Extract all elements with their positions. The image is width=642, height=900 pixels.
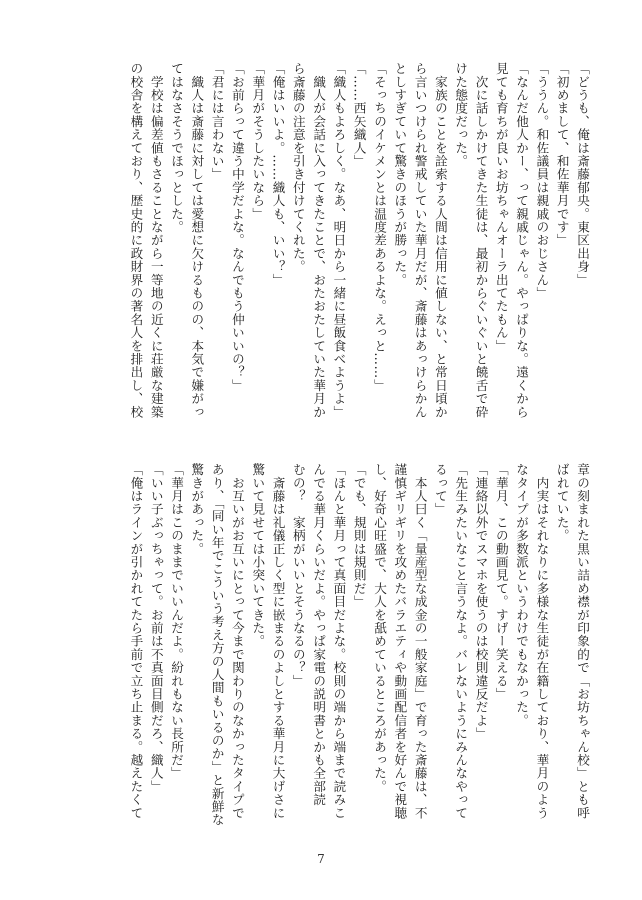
text-line: ばれていた。 — [554, 463, 570, 543]
text-line: 「……西矢織人」 — [351, 62, 367, 168]
text-line: 「先生みたいなこと言うなよ。バレないようにみんなやって — [453, 463, 469, 820]
text-line: 次に話しかけてきた生徒は、最初からぐいぐいと饒舌で砕 — [473, 62, 489, 419]
text-line: 「なんだ他人かー、って親戚じゃん。やっぱりな。遠くから — [514, 62, 530, 419]
text-line: てはなさそうでほっとした。 — [169, 62, 185, 234]
text-line: 斎藤は礼儀正しく型に嵌まるのよしとする華月に大げさに — [270, 463, 286, 820]
lower-text-block — [82, 463, 592, 845]
text-line: むの？ 家柄がいいとそうなるの？」 — [290, 463, 306, 688]
text-line: 章の刻まれた黒い詰め襟が印象的で「お坊ちゃん校」とも呼 — [575, 463, 590, 820]
text-line: 本人曰く「量産型な成金の一般家庭」で育った斎藤は、不 — [412, 463, 428, 820]
text-line: ら言いつけられ警戒していた華月だが、斎藤はあっけらかん — [412, 62, 428, 419]
upper-text-block — [82, 62, 592, 442]
text-line: 学校は偏差値もさることながら一等地の近くに荘厳な建築 — [148, 62, 164, 419]
text-line: 「どうも、俺は斎藤郁央。東区出身」 — [575, 62, 590, 287]
text-line: なタイプが多数派というわけでもなかった。 — [514, 463, 530, 727]
text-line: 「ううん。和佐議員は親戚のおじさん」 — [534, 62, 550, 300]
text-line: るって」 — [432, 463, 448, 516]
text-line: 「華月はこのままでいいんだよ。紛れもない長所だ」 — [169, 463, 185, 780]
text-line: 「そっちのイケメンとは温度差あるよな。えっと……」 — [372, 62, 388, 392]
text-line: 「俺はいいよ。……織人も、いい？」 — [270, 62, 286, 287]
text-line: あり、「同い年でこういう考え方の人間もいるのか」と新鮮な — [209, 463, 225, 827]
text-line: 「いい子ぶっちゃって。お前は不真面目側だろ、織人」 — [148, 463, 164, 793]
text-line: し、好奇心旺盛で、大人を舐めているところがあった。 — [372, 463, 388, 793]
text-line: としすぎていて驚きのほうが勝った。 — [392, 62, 408, 287]
text-line: 「初めまして、和佐華月です」 — [554, 62, 570, 247]
text-line: 内実はそれなりに多様な生徒が在籍しており、華月のよう — [534, 463, 550, 820]
text-line: 驚きがあった。 — [189, 463, 205, 556]
text-line: 謹慎ギリギリを攻めたバラエティや動画配信者を好んで視聴 — [392, 463, 408, 820]
text-line: 「お前らって違う中学だよな。なんでもう仲いいの？」 — [229, 62, 245, 392]
text-line: 「君には言わない」 — [209, 62, 225, 181]
text-line: 驚いて見せては小突いてきた。 — [250, 463, 266, 648]
text-line: 「ほんと華月って真面目だよな。校則の端から端まで読みこ — [331, 463, 347, 820]
text-line: の校舎を構えており、歴史的に政財界の著名人を排出し、校 — [128, 62, 144, 419]
text-line: 「織人もよろしく。なあ、明日から一緒に昼飯食べようよ」 — [331, 62, 347, 419]
text-line: 「連絡以外でスマホを使うのは校則違反だよ」 — [473, 463, 489, 741]
text-line: 「俺はラインが引かれてたら手前で立ち止まる。越えたくて — [128, 463, 144, 820]
text-line: 「華月、この動画見て。すげー笑える」 — [493, 463, 509, 701]
text-line: 織人は斎藤に対しては愛想に欠けるものの、本気で嫌がっ — [189, 62, 205, 419]
text-line: んでる華月くらいだよ。やっぱ家電の説明書とかも全部読 — [311, 463, 327, 807]
text-line: ら斎藤の注意を引き付けてくれた。 — [290, 62, 306, 274]
text-line: けた態度だった。 — [453, 62, 469, 168]
text-line: 「華月がそうしたいなら」 — [250, 62, 266, 221]
text-line: 織人が会話に入ってきたことで、おたおたしていた華月か — [311, 62, 327, 419]
text-line: 家族のことを詮索する人間は信用に値しない、と常日頃か — [432, 62, 448, 419]
page-number: 7 — [317, 852, 325, 866]
text-line: 見ても育ちが良いお坊ちゃんオーラ出てたもん」 — [493, 62, 509, 353]
text-line: 「でも、規則は規則だ」 — [351, 463, 367, 609]
text-line: お互いがお互いにとって今まで関わりのなかったタイプで — [229, 463, 245, 820]
